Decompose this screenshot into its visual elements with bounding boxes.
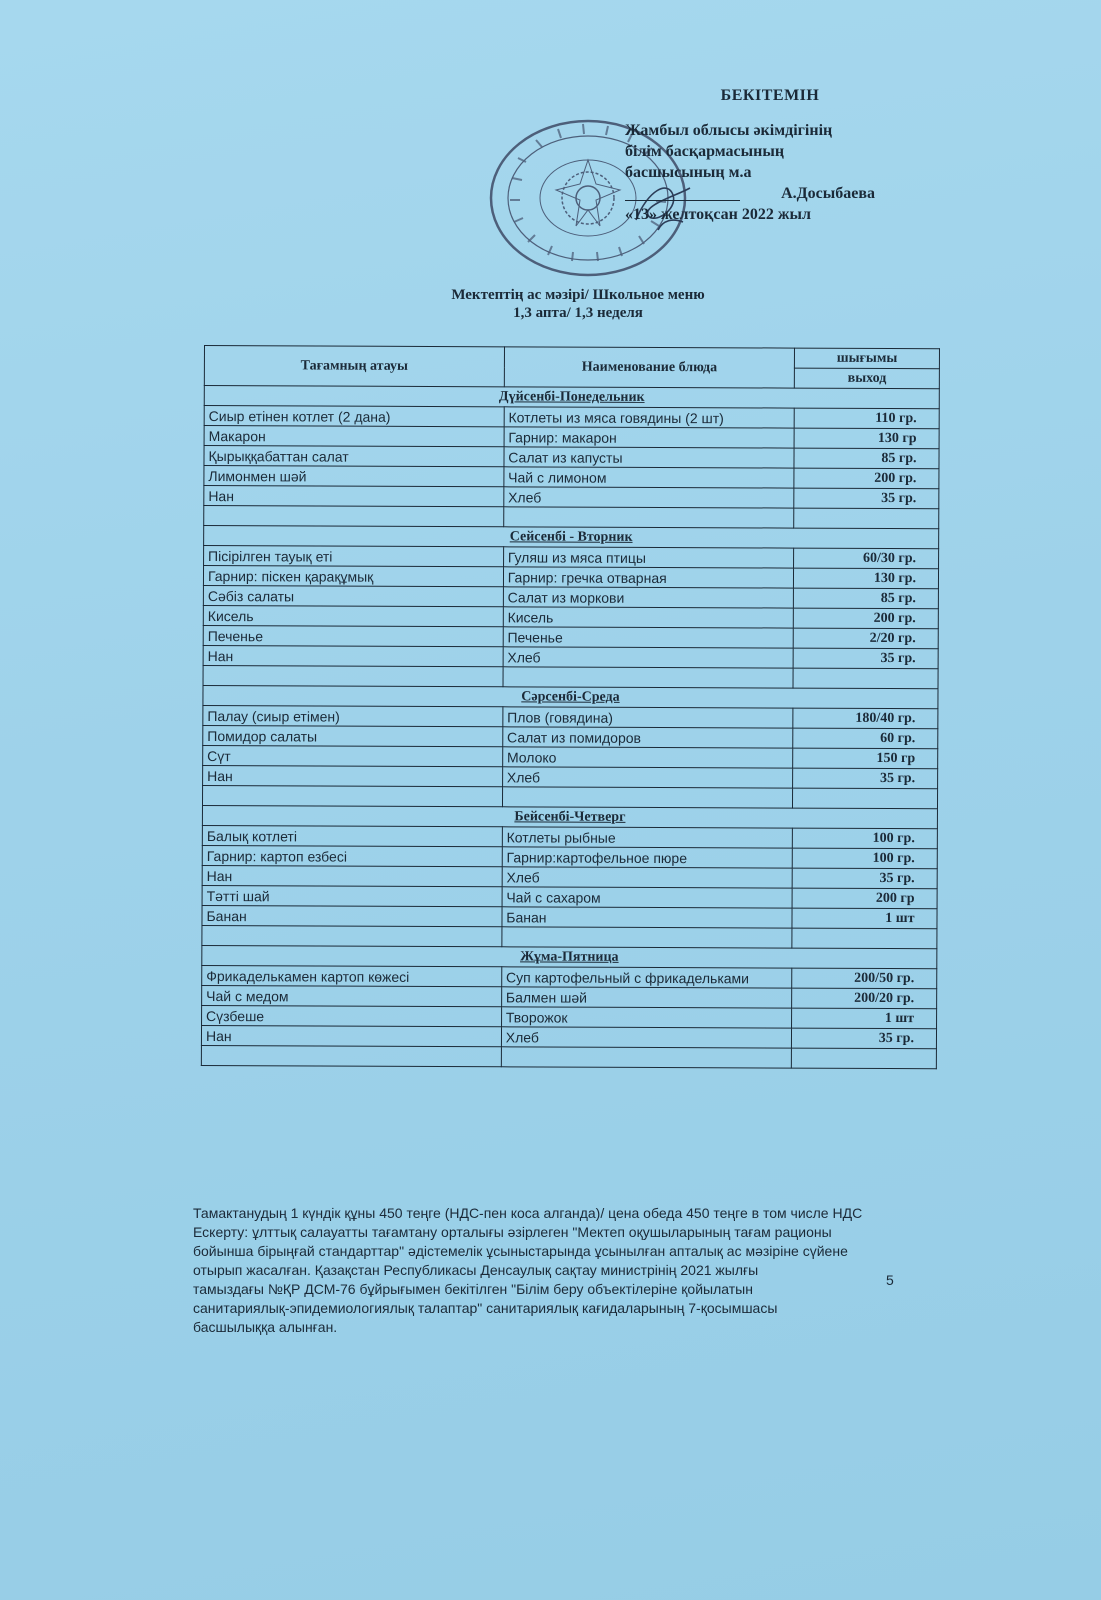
header-ru: Наименование блюда: [504, 347, 795, 388]
approval-block: [625, 85, 925, 225]
empty-cell: [203, 665, 503, 686]
empty-cell: [501, 1047, 792, 1068]
dish-yield: 60 гр.: [793, 728, 938, 749]
signature-line: [625, 183, 875, 204]
approver-name: А.Досыбаева: [781, 185, 875, 202]
day-name: Сейсенбі - Вторник: [204, 526, 939, 549]
approval-line-3: басшысының м.а: [625, 164, 752, 181]
empty-cell: [202, 925, 502, 946]
dish-name-ru: Котлеты рыбные: [502, 827, 793, 848]
dish-yield: 35 гр.: [793, 768, 938, 789]
dish-yield: 150 гр: [793, 748, 938, 769]
note-line-3: бойынша бірыңғай стандарттар" әдістемелік ұсыныстарында ұсынылған апталық ас мәзіріне сүйене: [193, 1243, 848, 1259]
dish-name-ru: Гуляш из мяса птицы: [503, 547, 794, 568]
table-header-row: [204, 346, 939, 369]
dish-name-ru: Печенье: [503, 627, 794, 648]
empty-cell: [503, 667, 794, 688]
note-line-7: басшылыққа алынған.: [193, 1319, 338, 1335]
dish-yield: 100 гр.: [792, 848, 937, 869]
empty-cell: [792, 928, 937, 949]
approval-line-2: білім басқармасының: [625, 143, 785, 160]
dish-name-kz: Балық котлеті: [202, 825, 502, 846]
dish-yield: 200 гр.: [794, 468, 939, 489]
empty-cell: [202, 785, 502, 806]
dish-name-kz: Банан: [202, 905, 502, 926]
dish-yield: 85 гр.: [794, 448, 939, 469]
dish-name-ru: Чай с лимоном: [504, 467, 795, 488]
menu-title-line-2: 1,3 апта/ 1,3 неделя: [513, 305, 643, 321]
day-name: Дүйсенбі-Понедельник: [204, 386, 939, 409]
day-name: Жұма-Пятница: [202, 945, 937, 968]
header-yield-ru: выход: [795, 368, 940, 389]
note-line-5: тамыздағы №ҚР ДСМ-76 бұйрығымен бекітілген "Білім беру объектілеріне қойылатын: [193, 1281, 753, 1297]
dish-yield: 1 шт: [792, 908, 937, 929]
dish-name-kz: Нан: [202, 865, 502, 886]
dish-yield: 130 гр.: [794, 568, 939, 589]
dish-name-kz: Сүт: [203, 745, 503, 766]
dish-yield: 130 гр: [794, 428, 939, 449]
empty-cell: [793, 788, 938, 809]
dish-name-ru: Котлеты из мяса говядины (2 шт): [504, 407, 795, 428]
dish-name-kz: Тәтті шай: [202, 885, 502, 906]
dish-name-kz: Сәбіз салаты: [203, 585, 503, 606]
empty-cell: [503, 507, 794, 528]
page-number: 5: [886, 1272, 894, 1288]
dish-name-ru: Плов (говядина): [503, 707, 794, 728]
dish-name-kz: Сиыр етінен котлет (2 дана): [204, 406, 504, 427]
approval-heading: БЕКІТЕМІН: [720, 87, 820, 104]
dish-name-kz: Помидор салаты: [203, 725, 503, 746]
dish-yield: 35 гр.: [792, 1028, 937, 1049]
price-note: Тамактанудың 1 күндік құны 450 теңге (НДС-пен коса алганда)/ цена обеда 450 теңге в том числе НДС: [193, 1205, 863, 1221]
dish-name-ru: Гарнир: макарон: [504, 427, 795, 448]
empty-cell: [204, 506, 504, 527]
dish-name-ru: Гарнир:картофельное пюре: [502, 847, 793, 868]
dish-name-kz: Палау (сиыр етімен): [203, 705, 503, 726]
dish-name-kz: Пісірілген тауық еті: [204, 546, 504, 567]
dish-name-ru: Салат из помидоров: [503, 727, 794, 748]
empty-cell: [792, 1048, 937, 1069]
empty-cell: [502, 927, 793, 948]
dish-name-ru: Салат из капусты: [504, 447, 795, 468]
menu-table-body: [201, 386, 939, 1069]
day-name: Сәрсенбі-Среда: [203, 685, 938, 708]
approval-line-1: Жамбыл облысы әкімдігінің: [625, 122, 833, 139]
header-kz: Тағамның атауы: [204, 346, 504, 387]
dish-name-kz: Кисель: [203, 605, 503, 626]
dish-name-kz: Нан: [203, 645, 503, 666]
dish-yield: 35 гр.: [794, 488, 939, 509]
signature-blank: [625, 183, 740, 201]
note-line-2: Ескерту: ұлттық салауатты тағамтану орталығы әзірлеген "Мектеп оқушыларының тағам рационы: [193, 1224, 832, 1240]
dish-yield: 200/50 гр.: [792, 968, 937, 989]
dish-name-ru: Балмен шәй: [501, 987, 792, 1008]
dish-yield: 110 гр.: [794, 408, 939, 429]
dish-name-kz: Чай с медом: [202, 985, 502, 1006]
empty-row: [201, 1045, 936, 1068]
approval-date: «13» желтоқсан 2022 жыл: [625, 206, 811, 223]
dish-name-kz: Лимонмен шәй: [204, 466, 504, 487]
dish-yield: 85 гр.: [794, 588, 939, 609]
dish-yield: 200 гр.: [794, 608, 939, 629]
empty-cell: [502, 787, 793, 808]
dish-name-kz: Макарон: [204, 426, 504, 447]
empty-cell: [794, 508, 939, 529]
dish-name-kz: Нан: [204, 486, 504, 507]
dish-name-ru: Чай с сахаром: [502, 887, 793, 908]
note-line-4: отырып жасалған. Қазақстан Республикасы Денсаулық сақтау министрінің 2021 жылғы: [193, 1262, 759, 1278]
dish-name-kz: Қырыққабаттан салат: [204, 446, 504, 467]
dish-name-kz: Сүзбеше: [202, 1005, 502, 1026]
dish-yield: 35 гр.: [793, 648, 938, 669]
note-line-6: санитариялық-эпидемиологиялық талаптар" санитариялық кағидаларының 7-қосымшасы: [193, 1300, 778, 1316]
empty-cell: [793, 668, 938, 689]
dish-name-kz: Нан: [201, 1025, 501, 1046]
dish-yield: 180/40 гр.: [793, 708, 938, 729]
dish-yield: 1 шт: [792, 1008, 937, 1029]
dish-name-kz: Гарнир: піскен қарақұмық: [203, 566, 503, 587]
dish-name-ru: Хлеб: [502, 867, 793, 888]
dish-name-kz: Нан: [203, 765, 503, 786]
dish-name-ru: Творожок: [501, 1007, 792, 1028]
dish-name-ru: Суп картофельный с фрикадельками: [501, 967, 792, 988]
dish-name-kz: Фрикаделькамен картоп көжесі: [202, 965, 502, 986]
dish-name-ru: Хлеб: [503, 647, 794, 668]
dish-yield: 200 гр: [792, 888, 937, 909]
dish-name-ru: Хлеб: [504, 487, 795, 508]
dish-name-ru: Хлеб: [501, 1027, 792, 1048]
dish-name-ru: Банан: [502, 907, 793, 928]
empty-cell: [201, 1045, 501, 1066]
dish-name-kz: Печенье: [203, 625, 503, 646]
dish-name-ru: Салат из моркови: [503, 587, 794, 608]
dish-name-ru: Гарнир: гречка отварная: [503, 567, 794, 588]
footer-notes: [193, 1204, 973, 1337]
dish-yield: 2/20 гр.: [793, 628, 938, 649]
dish-yield: 200/20 гр.: [792, 988, 937, 1009]
dish-yield: 60/30 гр.: [794, 548, 939, 569]
dish-yield: 35 гр.: [792, 868, 937, 889]
dish-yield: 100 гр.: [793, 828, 938, 849]
header-yield-kz: шығымы: [795, 348, 940, 369]
dish-name-ru: Хлеб: [502, 767, 793, 788]
day-name: Бейсенбі-Четверг: [202, 805, 937, 828]
dish-name-kz: Гарнир: картоп езбесі: [202, 845, 502, 866]
dish-name-ru: Молоко: [502, 747, 793, 768]
dish-name-ru: Кисель: [503, 607, 794, 628]
menu-table: [201, 345, 940, 1069]
menu-title: [0, 286, 1101, 322]
menu-title-line-1: Мектептің ас мәзірі/ Школьное меню: [451, 287, 705, 303]
